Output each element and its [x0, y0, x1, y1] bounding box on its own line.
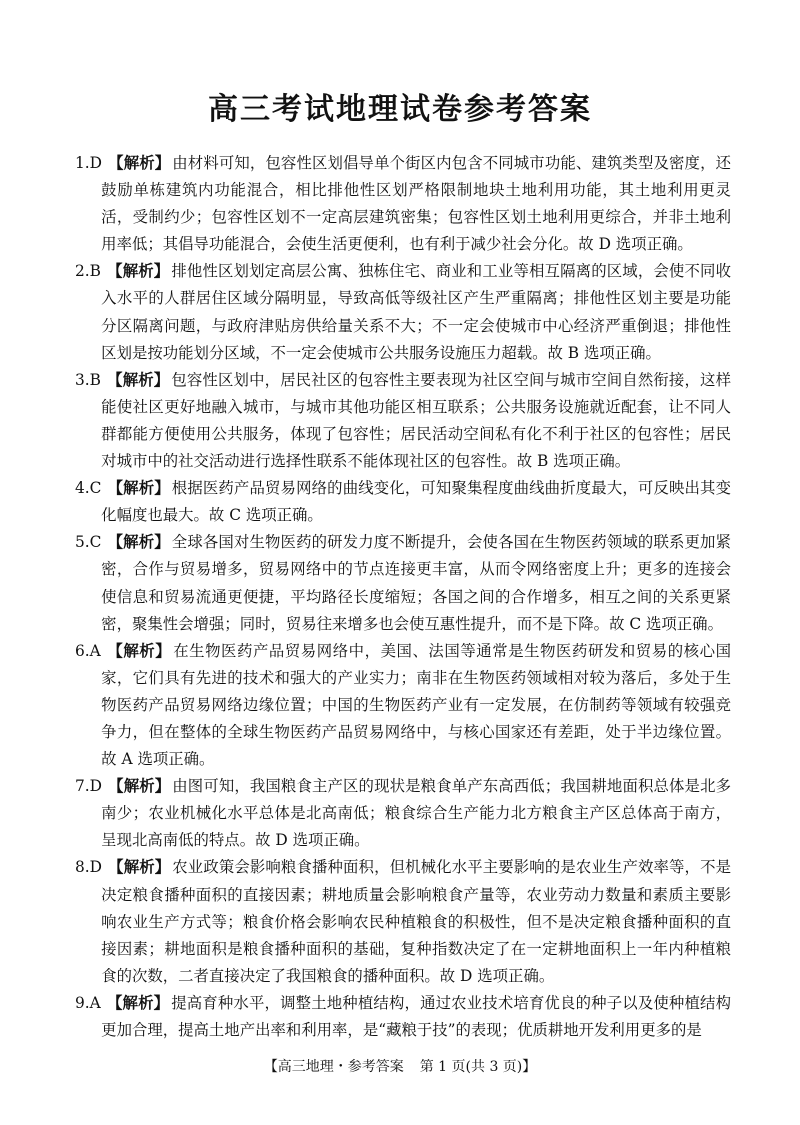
- answer-item: [75, 258, 731, 366]
- answer-item: [75, 638, 731, 773]
- answer-number: 5.C: [75, 533, 102, 552]
- answer-item: [75, 854, 731, 989]
- answer-number: 7.D: [75, 777, 103, 796]
- analysis-tag: 【解析】: [108, 858, 171, 877]
- answer-item: [75, 367, 731, 475]
- answer-explanation: 根据医药产品贸易网络的曲线变化，可知聚集程度曲线曲折度最大，可反映出其变化幅度也最大。故 C 选项正确。: [101, 479, 731, 525]
- answer-item: [75, 150, 731, 258]
- answer-number: 8.D: [75, 858, 103, 877]
- answer-number: 3.B: [75, 370, 101, 389]
- answer-explanation: 在生物医药产品贸易网络中，美国、法国等通常是生物医药研发和贸易的核心国家，它们具有先进的技术和强大的产业实力；南非在生物医药领域相对较为落后，多处于生物医药产品贸易网络边缘位置；中国的生物医药产业有一定发展，在仿制药等领域有较强竞争力，但在整体的全球生物医药产品贸易网络中，与核心国家还有差距，处于半边缘位置。故 A 选项正确。: [101, 641, 731, 769]
- answer-number: 4.C: [75, 479, 102, 498]
- analysis-tag: 【解析】: [106, 993, 170, 1012]
- answer-explanation: 提高育种水平，调整土地种植结构，通过农业技术培育优良的种子以及使种植结构更加合理，提高土地产出率和利用率，是“藏粮于技”的表现；优质耕地开发利用更多的是: [101, 993, 731, 1039]
- answer-explanation: 排他性区划划定高层公寓、独栋住宅、商业和工业等相互隔离的区域，会使不同收入水平的人群居住区域分隔明显，导致高低等级社区产生严重隔离；排他性区划主要是功能分区隔离问题，与政府津贴房供给量关系不大；不一定会使城市中心经济严重倒退；排他性区划是按功能划分区域，不一定会使城市公共服务设施压力超载。故 B 选项正确。: [101, 262, 731, 362]
- analysis-tag: 【解析】: [108, 154, 171, 172]
- answer-explanation: 包容性区划中，居民社区的包容性主要表现为社区空间与城市空间自然衔接，这样能使社区更好地融入城市，与城市其他功能区相互联系；公共服务设施就近配套，让不同人群都能方便使用公共服务，体现了包容性；居民活动空间私有化不利于社区的包容性；居民对城市中的社交活动进行选择性联系不能体现社区的包容性。故 B 选项正确。: [101, 370, 731, 471]
- analysis-tag: 【解析】: [108, 777, 171, 796]
- answer-item: [75, 475, 731, 529]
- analysis-tag: 【解析】: [107, 533, 170, 552]
- answer-number: 6.A: [75, 641, 101, 660]
- answer-list: [75, 150, 731, 1044]
- answer-item: [75, 773, 731, 854]
- answer-number: 2.B: [75, 262, 101, 281]
- answer-explanation: 全球各国对生物医药的研发力度不断提升，会使各国在生物医药领域的联系更加紧密，合作与贸易增多，贸易网络中的节点连接更丰富，从而令网络密度上升；更多的连接会使信息和贸易流通更便捷，平均路径长度缩短；各国之间的合作增多，相互之间的关系更紧密，聚集性会增强；同时，贸易往来增多也会使互惠性提升，而不是下降。故 C 选项正确。: [101, 533, 731, 633]
- footer-subject: 【高三地理・参考答案: [263, 1059, 404, 1075]
- answer-item: [75, 990, 731, 1044]
- answer-item: [75, 529, 731, 637]
- page-title: 高三考试地理试卷参考答案: [208, 92, 592, 127]
- analysis-tag: 【解析】: [107, 479, 170, 498]
- answer-number: 9.A: [75, 993, 101, 1012]
- answer-explanation: 农业政策会影响粮食播种面积，但机械化水平主要影响的是农业生产效率等，不是决定粮食播种面积的直接因素；耕地质量会影响粮食产量等，农业劳动力数量和素质主要影响农业生产方式等；粮食价格会影响农民种植粮食的积极性，但不是决定粮食播种面积的直接因素；耕地面积是粮食播种面积的基础，复种指数决定了在一定耕地面积上一年内种植粮食的次数，二者直接决定了我国粮食的播种面积。故 D 选项正确。: [101, 858, 731, 985]
- page-footer: [0, 1056, 800, 1076]
- answer-number: 1.D: [75, 154, 103, 172]
- footer-page-number: 第 1 页(共 3 页)】: [419, 1059, 537, 1075]
- analysis-tag: 【解析】: [107, 262, 170, 281]
- analysis-tag: 【解析】: [107, 370, 170, 389]
- answer-explanation: 由图可知，我国粮食主产区的现状是粮食单产东高西低；我国耕地面积总体是北多南少；农业机械化水平总体是北高南低；粮食综合生产能力北方粮食主产区总体高于南方，呈现北高南低的特点。故 D 选项正确。: [101, 777, 731, 850]
- analysis-tag: 【解析】: [106, 641, 172, 660]
- answer-explanation: 由材料可知，包容性区划倡导单个街区内包含不同城市功能、建筑类型及密度，还鼓励单栋建筑内功能混合，相比排他性区划严格限制地块土地利用功能，其土地利用更灵活，受制约少；包容性区划不一定高层建筑密集；包容性区划土地利用更综合，并非土地利用率低；其倡导功能混合，会使生活更便利，也有利于减少社会分化。故 D 选项正确。: [101, 154, 731, 254]
